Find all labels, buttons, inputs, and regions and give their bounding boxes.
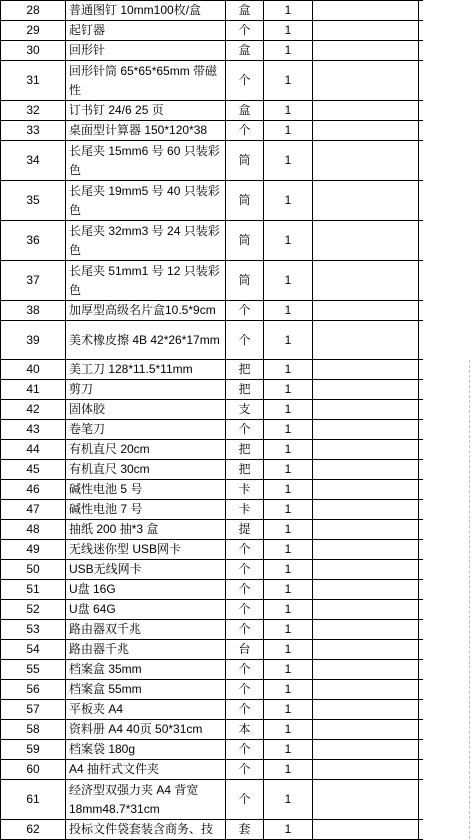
table-row [1, 760, 423, 780]
row-number: 47 [1, 500, 66, 520]
table-row [1, 640, 423, 660]
item-name: 回形针 [66, 41, 226, 61]
empty-cell [313, 1, 423, 21]
row-number: 56 [1, 680, 66, 700]
item-unit: 个 [226, 21, 264, 41]
item-name: 有机直尺 30cm [66, 460, 226, 480]
item-unit: 套 [226, 820, 264, 840]
item-name: 档案袋 180g [66, 740, 226, 760]
item-name: 档案盒 55mm [66, 680, 226, 700]
item-name: 投标文件袋套装含商务、技 [66, 820, 226, 840]
table-row [1, 181, 423, 221]
item-name: U盘 64G [66, 600, 226, 620]
item-unit: 台 [226, 640, 264, 660]
item-unit: 个 [226, 420, 264, 440]
item-name: 长尾夹 51mm1 号 12 只装彩色 [66, 261, 226, 301]
item-quantity: 1 [264, 221, 313, 261]
row-number: 46 [1, 480, 66, 500]
item-quantity: 1 [264, 261, 313, 301]
empty-cell [313, 400, 423, 420]
empty-cell [313, 820, 423, 840]
row-number: 33 [1, 121, 66, 141]
empty-cell [313, 760, 423, 780]
item-name: 普通图钉 10mm100枚/盒 [66, 1, 226, 21]
row-number: 48 [1, 520, 66, 540]
table-row [1, 1, 423, 21]
item-unit: 个 [226, 660, 264, 680]
row-number: 39 [1, 321, 66, 360]
item-quantity: 1 [264, 680, 313, 700]
table-row [1, 101, 423, 121]
row-number: 57 [1, 700, 66, 720]
item-quantity: 1 [264, 520, 313, 540]
empty-cell [313, 660, 423, 680]
item-quantity: 1 [264, 321, 313, 360]
item-quantity: 1 [264, 640, 313, 660]
item-unit: 个 [226, 540, 264, 560]
item-quantity: 1 [264, 480, 313, 500]
item-name: 长尾夹 32mm3 号 24 只装彩色 [66, 221, 226, 261]
row-number: 59 [1, 740, 66, 760]
item-name: 无线迷你型 USB网卡 [66, 540, 226, 560]
item-name: 长尾夹 19mm5 号 40 只装彩色 [66, 181, 226, 221]
item-unit: 个 [226, 321, 264, 360]
item-unit: 卡 [226, 500, 264, 520]
item-name: U盘 16G [66, 580, 226, 600]
item-unit: 个 [226, 580, 264, 600]
table-row [1, 321, 423, 360]
row-number: 55 [1, 660, 66, 680]
table-row [1, 420, 423, 440]
empty-cell [313, 360, 423, 380]
item-quantity: 1 [264, 360, 313, 380]
row-number: 38 [1, 301, 66, 321]
row-number: 29 [1, 21, 66, 41]
item-unit: 卡 [226, 480, 264, 500]
table-row [1, 261, 423, 301]
item-name: 路由器千兆 [66, 640, 226, 660]
item-unit: 个 [226, 700, 264, 720]
item-name: 有机直尺 20cm [66, 440, 226, 460]
row-number: 45 [1, 460, 66, 480]
table-row [1, 121, 423, 141]
row-number: 53 [1, 620, 66, 640]
table-row [1, 580, 423, 600]
item-unit: 把 [226, 460, 264, 480]
empty-cell [313, 580, 423, 600]
row-number: 50 [1, 560, 66, 580]
item-quantity: 1 [264, 540, 313, 560]
empty-cell [313, 720, 423, 740]
item-unit: 个 [226, 61, 264, 101]
empty-cell [313, 700, 423, 720]
item-unit: 把 [226, 360, 264, 380]
item-name: 美工刀 128*11.5*11mm [66, 360, 226, 380]
empty-cell [313, 101, 423, 121]
right-column-border [418, 360, 419, 839]
item-unit: 提 [226, 520, 264, 540]
empty-cell [313, 600, 423, 620]
item-quantity: 1 [264, 181, 313, 221]
item-unit: 筒 [226, 141, 264, 181]
row-number: 37 [1, 261, 66, 301]
item-unit: 盒 [226, 41, 264, 61]
empty-cell [313, 121, 423, 141]
item-name: 订书钉 24/6 25 页 [66, 101, 226, 121]
item-quantity: 1 [264, 780, 313, 820]
item-name: 起钉器 [66, 21, 226, 41]
item-quantity: 1 [264, 400, 313, 420]
row-number: 62 [1, 820, 66, 840]
item-quantity: 1 [264, 700, 313, 720]
empty-cell [313, 61, 423, 101]
item-quantity: 1 [264, 820, 313, 840]
page-edge-dashed-line [469, 360, 470, 839]
item-quantity: 1 [264, 740, 313, 760]
table-row [1, 560, 423, 580]
row-number: 36 [1, 221, 66, 261]
table-row [1, 301, 423, 321]
right-column-border [418, 0, 419, 360]
item-name: 档案盒 35mm [66, 660, 226, 680]
table-row [1, 720, 423, 740]
item-name: USB无线网卡 [66, 560, 226, 580]
row-number: 41 [1, 380, 66, 400]
row-number: 35 [1, 181, 66, 221]
item-quantity: 1 [264, 41, 313, 61]
table-row [1, 440, 423, 460]
table-row [1, 660, 423, 680]
row-number: 43 [1, 420, 66, 440]
empty-cell [313, 480, 423, 500]
item-unit: 个 [226, 740, 264, 760]
item-quantity: 1 [264, 440, 313, 460]
item-quantity: 1 [264, 760, 313, 780]
table-row [1, 61, 423, 101]
row-number: 61 [1, 780, 66, 820]
row-number: 34 [1, 141, 66, 181]
empty-cell [313, 181, 423, 221]
item-quantity: 1 [264, 660, 313, 680]
empty-cell [313, 640, 423, 660]
empty-cell [313, 460, 423, 480]
item-name: 卷笔刀 [66, 420, 226, 440]
table-row [1, 520, 423, 540]
item-unit: 支 [226, 400, 264, 420]
item-name: 剪刀 [66, 380, 226, 400]
item-quantity: 1 [264, 61, 313, 101]
item-quantity: 1 [264, 121, 313, 141]
empty-cell [313, 141, 423, 181]
table-row [1, 360, 423, 380]
empty-cell [313, 500, 423, 520]
row-number: 40 [1, 360, 66, 380]
empty-cell [313, 520, 423, 540]
empty-cell [313, 740, 423, 760]
item-unit: 把 [226, 440, 264, 460]
item-unit: 个 [226, 600, 264, 620]
item-quantity: 1 [264, 500, 313, 520]
item-unit: 个 [226, 680, 264, 700]
item-name: 美术橡皮擦 4B 42*26*17mm [66, 321, 226, 360]
empty-cell [313, 620, 423, 640]
empty-cell [313, 321, 423, 360]
item-unit: 个 [226, 780, 264, 820]
table-row [1, 620, 423, 640]
item-quantity: 1 [264, 380, 313, 400]
table-row [1, 380, 423, 400]
row-number: 28 [1, 1, 66, 21]
item-quantity: 1 [264, 21, 313, 41]
item-unit: 筒 [226, 181, 264, 221]
item-unit: 个 [226, 121, 264, 141]
item-quantity: 1 [264, 720, 313, 740]
table-row [1, 21, 423, 41]
row-number: 30 [1, 41, 66, 61]
item-name: 平板夹 A4 [66, 700, 226, 720]
item-quantity: 1 [264, 620, 313, 640]
item-name: 加厚型高级名片盒10.5*9cm [66, 301, 226, 321]
empty-cell [313, 420, 423, 440]
item-name: 桌面型计算器 150*120*38 [66, 121, 226, 141]
item-name: 碱性电池 5 号 [66, 480, 226, 500]
empty-cell [313, 680, 423, 700]
item-unit: 本 [226, 720, 264, 740]
table-row [1, 141, 423, 181]
item-quantity: 1 [264, 301, 313, 321]
empty-cell [313, 560, 423, 580]
row-number: 32 [1, 101, 66, 121]
item-name: 经济型双强力夹 A4 背宽18mm48.7*31cm [66, 780, 226, 820]
row-number: 52 [1, 600, 66, 620]
table-row [1, 820, 423, 840]
table-row [1, 780, 423, 820]
item-name: 碱性电池 7 号 [66, 500, 226, 520]
row-number: 51 [1, 580, 66, 600]
table-row [1, 680, 423, 700]
item-unit: 个 [226, 560, 264, 580]
row-number: 42 [1, 400, 66, 420]
row-number: 49 [1, 540, 66, 560]
item-unit: 筒 [226, 261, 264, 301]
empty-cell [313, 301, 423, 321]
table-row [1, 500, 423, 520]
empty-cell [313, 780, 423, 820]
row-number: 31 [1, 61, 66, 101]
table-row [1, 700, 423, 720]
empty-cell [313, 540, 423, 560]
table-row [1, 600, 423, 620]
table-row [1, 41, 423, 61]
item-unit: 盒 [226, 1, 264, 21]
empty-cell [313, 41, 423, 61]
item-quantity: 1 [264, 420, 313, 440]
item-quantity: 1 [264, 101, 313, 121]
item-name: 路由器双千兆 [66, 620, 226, 640]
empty-cell [313, 21, 423, 41]
item-name: 回形针筒 65*65*65mm 带磁性 [66, 61, 226, 101]
table-row [1, 480, 423, 500]
item-unit: 个 [226, 301, 264, 321]
item-name: 固体胶 [66, 400, 226, 420]
item-table-body [1, 1, 423, 840]
item-quantity: 1 [264, 580, 313, 600]
item-name: 资料册 A4 40页 50*31cm [66, 720, 226, 740]
row-number: 60 [1, 760, 66, 780]
row-number: 54 [1, 640, 66, 660]
item-name: 长尾夹 15mm6 号 60 只装彩色 [66, 141, 226, 181]
item-quantity: 1 [264, 560, 313, 580]
item-quantity: 1 [264, 141, 313, 181]
item-unit: 个 [226, 760, 264, 780]
table-row [1, 460, 423, 480]
item-quantity: 1 [264, 600, 313, 620]
table-row [1, 740, 423, 760]
item-name: 抽纸 200 抽*3 盒 [66, 520, 226, 540]
item-unit: 个 [226, 620, 264, 640]
item-unit: 盒 [226, 101, 264, 121]
empty-cell [313, 440, 423, 460]
empty-cell [313, 221, 423, 261]
item-quantity: 1 [264, 460, 313, 480]
table-row [1, 400, 423, 420]
item-unit: 筒 [226, 221, 264, 261]
row-number: 58 [1, 720, 66, 740]
empty-cell [313, 380, 423, 400]
table-row [1, 221, 423, 261]
item-quantity: 1 [264, 1, 313, 21]
row-number: 44 [1, 440, 66, 460]
empty-cell [313, 261, 423, 301]
item-name: A4 抽杆式文件夹 [66, 760, 226, 780]
item-unit: 把 [226, 380, 264, 400]
table-row [1, 540, 423, 560]
